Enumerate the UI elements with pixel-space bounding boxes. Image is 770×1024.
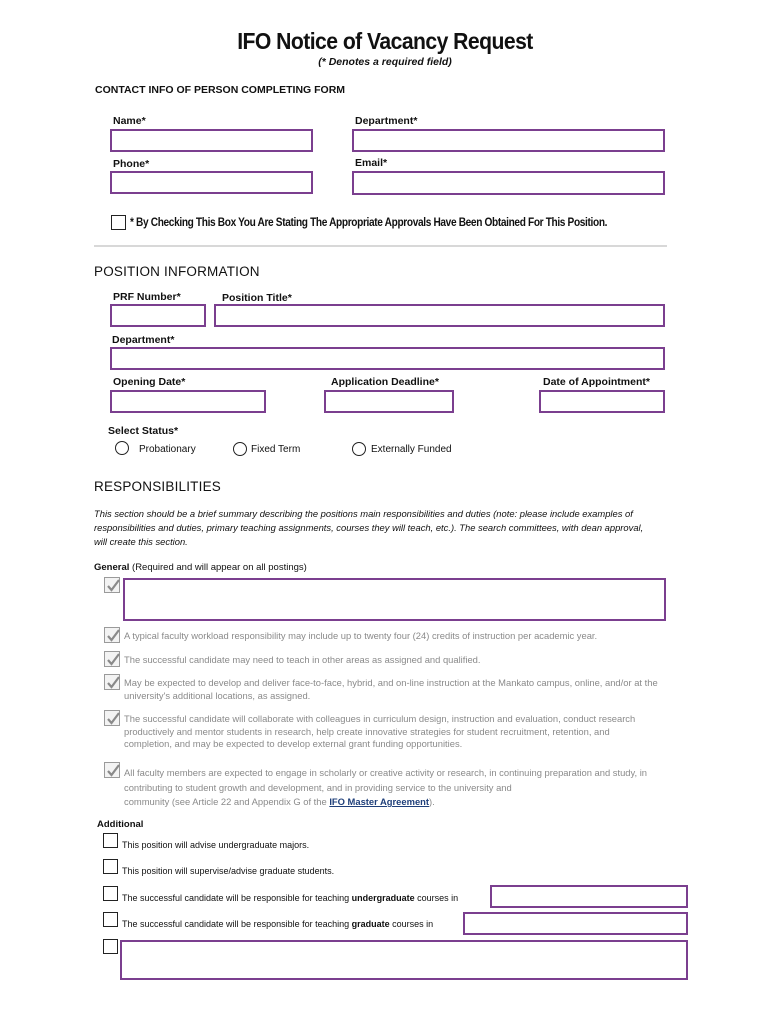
position-title-field[interactable] <box>214 304 665 327</box>
appointment-date-field[interactable] <box>539 390 665 413</box>
section-divider <box>94 245 667 247</box>
appointment-date-label: Date of Appointment* <box>543 376 650 388</box>
check-icon <box>105 675 121 691</box>
item-line: The successful candidate may need to teach in other areas as assigned and qualified. <box>124 654 481 665</box>
approval-checkbox[interactable] <box>111 215 126 230</box>
general-item-checkbox[interactable] <box>104 674 120 690</box>
prf-label: PRF Number* <box>113 291 181 303</box>
item-line: A typical faculty workload responsibility may include up to twenty four (24) credits of instruction per academic year. <box>124 630 598 641</box>
general-item-text <box>124 677 694 702</box>
email-field[interactable] <box>352 171 665 195</box>
undergrad-courses-field[interactable] <box>490 885 688 908</box>
required-note: (* Denotes a required field) <box>318 56 452 68</box>
item-line: completion, and may be expected to develop external grant funding opportunities. <box>124 738 463 749</box>
general-textarea[interactable] <box>123 578 666 621</box>
general-item-checkbox[interactable] <box>104 627 120 643</box>
check-icon <box>105 652 121 668</box>
general-label: General <box>94 562 130 573</box>
general-note: (Required and will appear on all postings) <box>129 562 307 573</box>
undergrad-courses-checkbox[interactable] <box>103 886 118 901</box>
form-title: IFO Notice of Vacancy Request <box>237 28 533 54</box>
gr-suffix: courses in <box>389 919 434 929</box>
fixed-term-label: Fixed Term <box>251 444 301 455</box>
additional-other-checkbox[interactable] <box>103 939 118 954</box>
supervise-grad-text: This position will supervise/advise graduate students. <box>122 866 335 876</box>
radio-externally-funded[interactable] <box>352 442 366 456</box>
ug-suffix: courses in <box>414 893 459 903</box>
deadline-field[interactable] <box>324 390 454 413</box>
approval-statement: * By Checking This Box You Are Stating The Appropriate Approvals Have Been Obtained For This Position. <box>130 217 608 229</box>
intro-line: responsibilities and duties, primary teaching assignments, courses they will teach, etc.). The search committees, with dean approval, <box>94 522 644 533</box>
check-icon <box>105 628 121 644</box>
general-item-checkbox[interactable] <box>104 651 120 667</box>
position-department-label: Department* <box>112 334 175 346</box>
intro-line: will create this section. <box>94 536 188 547</box>
general-item-text <box>124 654 684 667</box>
general-item-checkbox[interactable] <box>104 762 120 778</box>
ifo-agreement-link[interactable]: IFO Master Agreement <box>329 796 430 807</box>
grad-courses-text <box>122 919 433 929</box>
general-item-text <box>124 713 694 751</box>
position-title-label: Position Title* <box>222 292 292 304</box>
position-department-field[interactable] <box>110 347 665 370</box>
contact-department-field[interactable] <box>352 129 665 152</box>
gr-bold: graduate <box>351 919 390 929</box>
opening-date-field[interactable] <box>110 390 266 413</box>
general-checkbox[interactable] <box>104 577 120 593</box>
name-label: Name* <box>113 115 146 127</box>
radio-probationary[interactable] <box>115 441 129 455</box>
name-field[interactable] <box>110 129 313 152</box>
gr-prefix: The successful candidate will be responsible for teaching <box>122 919 352 929</box>
item-line: The successful candidate will collaborate with colleagues in curriculum design, instruction and evaluation, conduct research <box>124 713 636 724</box>
deadline-label: Application Deadline* <box>331 376 439 388</box>
contact-department-label: Department* <box>355 115 418 127</box>
position-heading: POSITION INFORMATION <box>94 264 260 279</box>
additional-label: Additional <box>97 819 144 830</box>
prf-number-field[interactable] <box>110 304 206 327</box>
contact-heading: CONTACT INFO OF PERSON COMPLETING FORM <box>95 84 346 96</box>
general-item-text <box>124 766 694 810</box>
undergrad-courses-text <box>122 893 458 903</box>
opening-date-label: Opening Date* <box>113 376 186 388</box>
grad-courses-checkbox[interactable] <box>103 912 118 927</box>
probationary-label: Probationary <box>139 444 196 455</box>
advise-undergrad-text: This position will advise undergraduate majors. <box>122 840 310 850</box>
additional-other-textarea[interactable] <box>120 940 688 980</box>
ug-prefix: The successful candidate will be responsible for teaching <box>122 893 352 903</box>
radio-fixed-term[interactable] <box>233 442 247 456</box>
general-heading <box>94 562 307 573</box>
phone-field[interactable] <box>110 171 313 194</box>
check-icon <box>105 763 121 779</box>
grad-courses-field[interactable] <box>463 912 688 935</box>
general-item-text <box>124 630 684 643</box>
item-line-last <box>124 795 694 810</box>
last-line-suffix: ). <box>429 796 435 807</box>
item-line: contributing to student growth and development, and in providing service to the university and <box>124 781 512 793</box>
phone-label: Phone* <box>113 158 150 170</box>
status-label: Select Status* <box>108 425 179 437</box>
responsibilities-intro <box>94 507 694 549</box>
general-item-checkbox[interactable] <box>104 710 120 726</box>
responsibilities-heading: RESPONSIBILITIES <box>94 479 221 494</box>
ug-bold: undergraduate <box>351 893 415 903</box>
email-label: Email* <box>355 157 388 169</box>
supervise-grad-checkbox[interactable] <box>103 859 118 874</box>
item-line: All faculty members are expected to engage in scholarly or creative activity or research, in continuing preparation and study, in <box>124 767 648 778</box>
intro-line: This section should be a brief summary describing the positions main responsibilities and duties (note: please include examples of <box>94 508 633 519</box>
externally-funded-label: Externally Funded <box>371 444 452 455</box>
check-icon <box>105 711 121 727</box>
check-icon <box>105 578 121 594</box>
item-line: university's additional locations, as assigned. <box>124 689 311 701</box>
item-line: May be expected to develop and deliver face-to-face, hybrid, and on-line instruction at the Mankato campus, online, and/or at the <box>124 677 658 688</box>
last-line-prefix: community (see Article 22 and Appendix G of the <box>124 796 330 807</box>
item-line: productively and mentor students in research, help create innovative strategies for student recruitment, retention, and <box>124 725 610 737</box>
advise-undergrad-checkbox[interactable] <box>103 833 118 848</box>
